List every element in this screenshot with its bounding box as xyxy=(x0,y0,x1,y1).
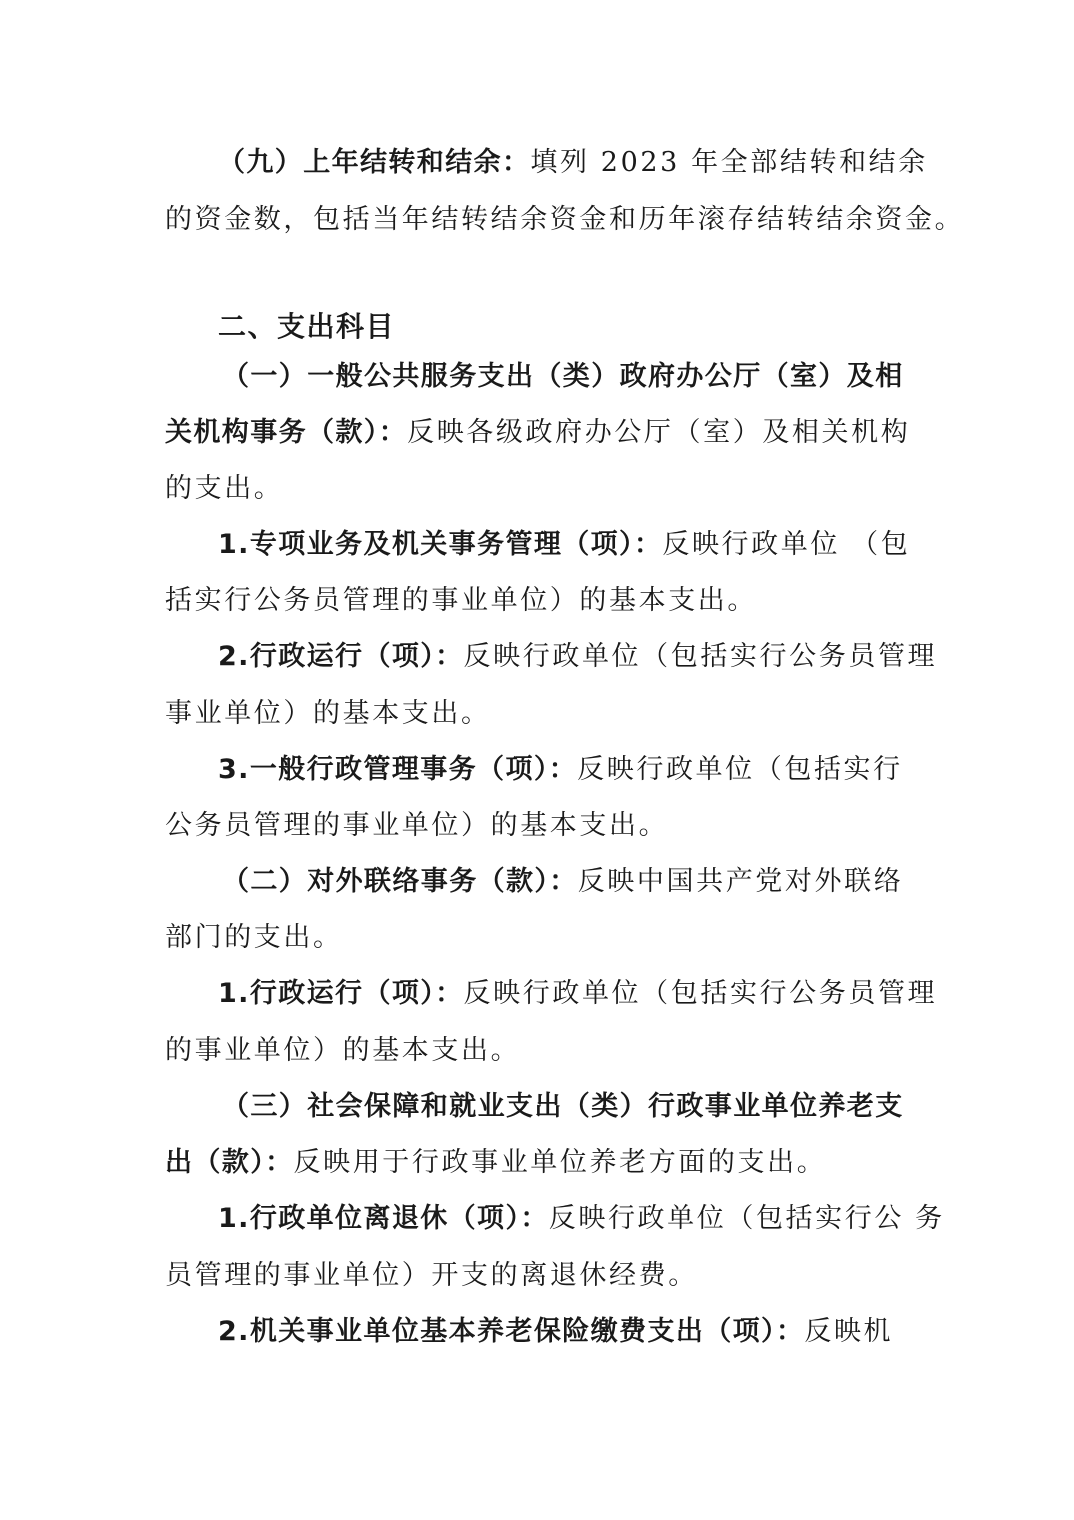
item-3-1-text-2: 员管理的事业单位）开支的离退休经费。 xyxy=(165,1260,698,1291)
section-nine-label: （九）上年结转和结余： xyxy=(218,147,531,178)
item-1-1-text-2: 括实行公务员管理的事业单位）的基本支出。 xyxy=(165,585,757,616)
section-nine-text-2: 的资金数，包括当年结转结余资金和历年滚存结转结余资金。 xyxy=(165,204,965,235)
item-2-1-text-1: 反映行政单位（包括实行公务员管理 xyxy=(463,978,938,1009)
item-3-1-text-1: 反映行政单位（包括实行公 务 xyxy=(548,1203,945,1234)
item-3-label-2: 出（款）： xyxy=(165,1147,294,1178)
item-1-1-text-1: 反映行政单位 （包 xyxy=(662,529,911,560)
item-2-text-2: 部门的支出。 xyxy=(165,922,343,953)
item-1-2-label: 2.行政运行（项）： xyxy=(218,641,464,672)
item-1-3-line-2 xyxy=(165,806,668,846)
item-2-1-line-1 xyxy=(218,974,937,1014)
item-1-1-line-2 xyxy=(165,581,757,621)
item-1-3-text-1: 反映行政单位（包括实行 xyxy=(577,754,903,785)
item-2-1-text-2: 的事业单位）的基本支出。 xyxy=(165,1035,521,1066)
section-nine-line-1 xyxy=(218,143,928,183)
item-3-label-1: （三）社会保障和就业支出（类）行政事业单位养老支 xyxy=(222,1091,904,1122)
item-3-line-1 xyxy=(222,1087,904,1127)
item-1-3-label: 3.一般行政管理事务（项）： xyxy=(218,754,578,785)
item-2-text-1: 反映中国共产党对外联络 xyxy=(577,866,904,897)
item-2-label: （二）对外联络事务（款）： xyxy=(222,866,578,897)
item-1-text-3: 的支出。 xyxy=(165,473,284,504)
item-3-line-2 xyxy=(165,1143,826,1183)
item-1-label-1: （一）一般公共服务支出（类）政府办公厅（室）及相 xyxy=(222,361,904,392)
item-1-label-2: 关机构事务（款）： xyxy=(165,417,408,448)
item-3-2-line-1 xyxy=(218,1312,893,1352)
section-two-heading: 二、支出科目 xyxy=(218,310,396,343)
item-1-line-2 xyxy=(165,413,910,453)
item-3-text-2: 反映用于行政事业单位养老方面的支出。 xyxy=(293,1147,827,1178)
item-1-line-1 xyxy=(222,357,904,397)
item-2-line-2 xyxy=(165,918,343,958)
item-1-2-text-2: 事业单位）的基本支出。 xyxy=(165,698,491,729)
item-1-2-line-1 xyxy=(218,637,937,677)
item-1-1-label: 1.专项业务及机关事务管理（项）： xyxy=(218,529,663,560)
item-2-line-1 xyxy=(222,862,903,902)
item-1-line-3 xyxy=(165,469,283,509)
item-1-2-line-2 xyxy=(165,694,491,734)
item-3-2-label: 2.机关事业单位基本养老保险缴费支出（项）： xyxy=(218,1316,805,1347)
item-3-2-text-1: 反映机 xyxy=(804,1316,894,1347)
section-nine-line-2 xyxy=(165,200,964,240)
item-2-1-label: 1.行政运行（项）： xyxy=(218,978,464,1009)
section-nine-text-1: 填列 2023 年全部结转和结余 xyxy=(530,147,928,178)
item-2-1-line-2 xyxy=(165,1031,520,1071)
item-1-1-line-1 xyxy=(218,525,910,565)
item-3-1-label: 1.行政单位离退休（项）： xyxy=(218,1203,549,1234)
item-1-text-2: 反映各级政府办公厅（室）及相关机构 xyxy=(407,417,911,448)
item-3-1-line-2 xyxy=(165,1256,698,1296)
item-1-3-line-1 xyxy=(218,750,903,790)
item-3-1-line-1 xyxy=(218,1199,945,1239)
item-1-2-text-1: 反映行政单位（包括实行公务员管理 xyxy=(463,641,938,672)
item-1-3-text-2: 公务员管理的事业单位）的基本支出。 xyxy=(165,810,669,841)
